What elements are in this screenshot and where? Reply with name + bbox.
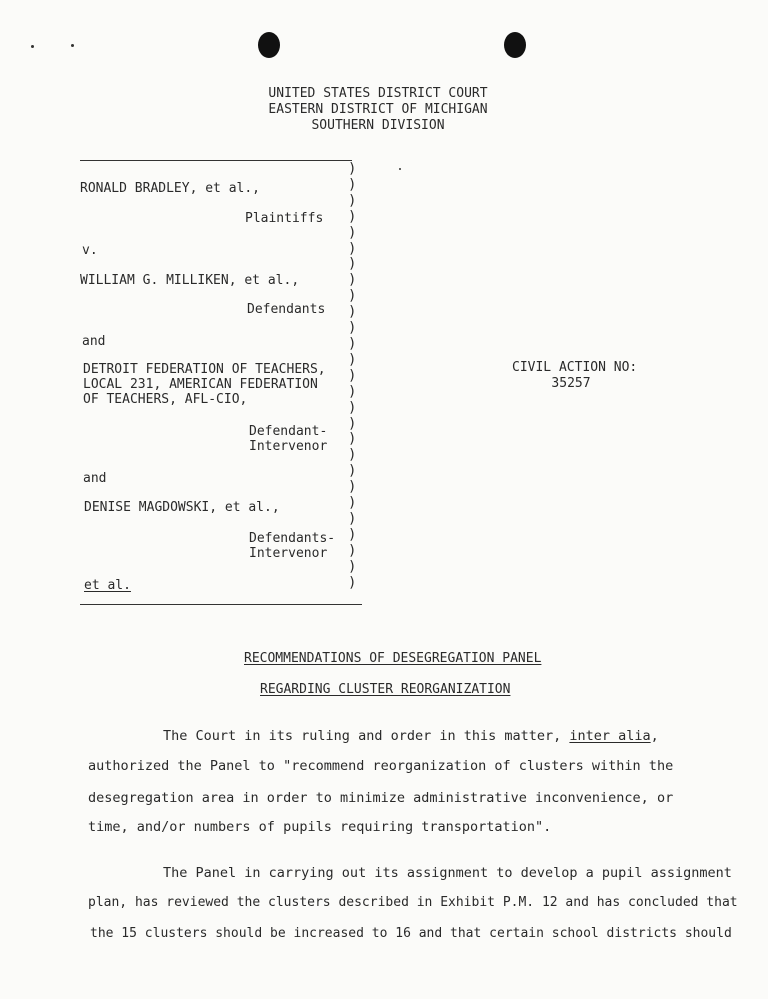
paragraph2-line1: The Panel in carrying out its assignment to develop a pupil assignment [163, 865, 732, 881]
civil-action-number: 35257 [551, 376, 591, 391]
punch-hole-right [504, 32, 526, 58]
intervenor1-role-line2: Intervenor [249, 439, 328, 454]
speck [399, 168, 401, 170]
intervenor2-name: DENISE MAGDOWSKI, et al., [84, 500, 280, 515]
intervenor1-line1: DETROIT FEDERATION OF TEACHERS, [83, 362, 326, 377]
paragraph2-line2: plan, has reviewed the clusters described in Exhibit P.M. 12 and has concluded that [88, 895, 738, 910]
paragraph1-line1 [163, 728, 659, 744]
plaintiff-role: Plaintiffs [245, 211, 324, 226]
caption-top-rule [80, 160, 352, 161]
document-title-line1: RECOMMENDATIONS OF DESEGREGATION PANEL [244, 651, 542, 666]
intervenor1-line3: OF TEACHERS, AFL-CIO, [83, 392, 248, 407]
court-district: EASTERN DISTRICT OF MICHIGAN [268, 102, 488, 117]
intervenor1-role [249, 424, 327, 454]
et-al: et al. [84, 578, 131, 593]
and-connector: and [82, 334, 106, 349]
document-title-line2: REGARDING CLUSTER REORGANIZATION [260, 682, 511, 697]
paragraph1-line2: authorized the Panel to "recommend reorganization of clusters within the [88, 758, 674, 774]
intervenor2-role-line1: Defendants- [249, 531, 336, 546]
intervenor2-role-line2: Intervenor [249, 546, 328, 561]
civil-action-label: CIVIL ACTION NO: [512, 360, 638, 375]
defendant-role: Defendants [247, 302, 326, 317]
paragraph1-line4: time, and/or numbers of pupils requiring transportation". [88, 819, 552, 835]
defendant-name: WILLIAM G. MILLIKEN, et al., [80, 273, 300, 288]
paragraph1-text: The Court in its ruling and order in this matter, [163, 728, 570, 744]
court-header [240, 86, 516, 134]
intervenor2-role [249, 531, 335, 561]
punch-hole-left [258, 32, 280, 58]
intervenor1-role-line1: Defendant- [249, 424, 328, 439]
civil-action-block [512, 360, 638, 392]
intervenor1-line2: LOCAL 231, AMERICAN FEDERATION [83, 377, 318, 392]
speck [71, 44, 74, 47]
intervenor1-name [83, 362, 326, 407]
and-connector: and [83, 471, 107, 486]
court-name: UNITED STATES DISTRICT COURT [268, 86, 488, 101]
versus: v. [82, 243, 98, 258]
caption-bottom-rule [80, 604, 362, 605]
paragraph1-line3: desegregation area in order to minimize administrative inconvenience, or [88, 790, 674, 806]
plaintiff-name: RONALD BRADLEY, et al., [80, 181, 261, 196]
inter-alia-phrase: inter alia [569, 728, 651, 744]
court-division: SOUTHERN DIVISION [311, 118, 445, 133]
speck [31, 45, 34, 48]
paragraph1-comma: , [650, 728, 659, 744]
paragraph2-line3: the 15 clusters should be increased to 16 and that certain school districts should [90, 926, 732, 941]
caption-parenthesis-column: ) ) ) ) ) ) ) ) ) ) ) ) ) ) ) ) ) ) ) ) ) ) ) ) ) ) ) [348, 161, 357, 591]
